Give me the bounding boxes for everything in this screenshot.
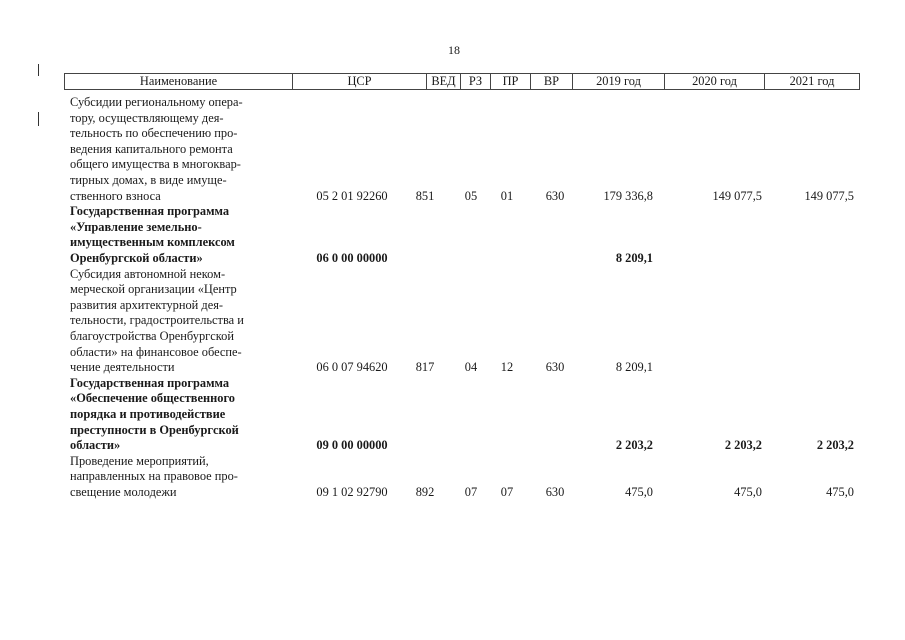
cell-pr: 01: [500, 188, 514, 203]
row-name-line: порядка и противодействие: [70, 406, 226, 421]
row-name-line: мерческой организации «Центр: [70, 282, 237, 297]
cell-csr: 06 0 00 00000: [316, 250, 388, 265]
cell-pr: 12: [500, 360, 514, 375]
header-vr: ВР: [531, 74, 573, 89]
row-name-line: тельность по обеспечению про-: [70, 126, 238, 141]
cell-ved: 817: [415, 360, 435, 375]
cell-rz: 05: [464, 188, 478, 203]
table-row: [70, 267, 860, 376]
row-name-line: благоустройства Оренбургской: [70, 328, 234, 343]
header-csr: ЦСР: [293, 74, 427, 89]
row-name-line: области» на финансовое обеспе-: [70, 344, 242, 359]
row-name: [70, 204, 300, 266]
row-name-line: «Обеспечение общественного: [70, 391, 235, 406]
cell-csr: 09 1 02 92790: [316, 484, 388, 499]
row-name-line: Субсидии региональному опера-: [70, 95, 243, 109]
cell-ved: 851: [415, 188, 435, 203]
cell-pr: 07: [500, 484, 514, 499]
row-name-line: Государственная программа: [70, 204, 230, 219]
table-row: [70, 454, 860, 501]
cell-ved: 892: [415, 484, 435, 499]
cell-y2020: 2 203,2: [724, 438, 762, 453]
header-pr: ПР: [491, 74, 531, 89]
row-name: [70, 95, 300, 204]
row-name-line: преступности в Оренбургской: [70, 422, 239, 437]
row-name-line: ведения капитального ремонта: [70, 141, 233, 156]
cell-vr: 630: [545, 188, 565, 203]
row-name-line: Государственная программа: [70, 375, 230, 390]
cell-csr: 06 0 07 94620: [316, 360, 388, 375]
margin-mark: [38, 112, 39, 126]
row-name: [70, 454, 300, 501]
row-name-line: тирных домах, в виде имуще-: [70, 172, 227, 187]
row-name-line: Оренбургской области»: [70, 250, 203, 265]
cell-vr: 630: [545, 484, 565, 499]
row-name-line: развития архитектурной дея-: [70, 297, 224, 312]
cell-y2019: 8 209,1: [615, 360, 653, 375]
table-row: [70, 204, 860, 266]
header-rz: РЗ: [461, 74, 491, 89]
cell-y2019: 2 203,2: [615, 438, 653, 453]
row-name-line: направленных на правовое про-: [70, 469, 238, 484]
row-name-line: «Управление земельно-: [70, 219, 202, 234]
cell-y2021: 149 077,5: [804, 188, 854, 203]
row-name-line: общего имущества в многоквар-: [70, 157, 241, 172]
row-name-line: свещение молодежи: [70, 484, 177, 499]
table-header: [64, 73, 860, 90]
header-ved: ВЕД: [427, 74, 461, 89]
cell-csr: 09 0 00 00000: [316, 438, 388, 453]
table-row: [70, 95, 860, 204]
cell-y2019: 8 209,1: [615, 250, 653, 265]
row-name-line: Субсидия автономной неком-: [70, 266, 226, 281]
header-2019: 2019 год: [573, 74, 665, 89]
cell-vr: 630: [545, 360, 565, 375]
row-name-line: тору, осуществляющему дея-: [70, 110, 224, 125]
cell-y2021: 2 203,2: [816, 438, 854, 453]
cell-csr: 05 2 01 92260: [316, 188, 388, 203]
row-name-line: тельности, градостроительства и: [70, 313, 244, 328]
header-2021: 2021 год: [789, 74, 835, 88]
row-name: [70, 267, 300, 376]
cell-y2019: 179 336,8: [603, 188, 653, 203]
cell-y2019: 475,0: [625, 484, 653, 499]
header-2020: 2020 год: [665, 74, 765, 89]
cell-rz: 07: [464, 484, 478, 499]
row-name-line: имущественным комплексом: [70, 235, 235, 250]
page-number: 18: [448, 43, 460, 57]
cell-y2020: 149 077,5: [712, 188, 762, 203]
cell-y2021: 475,0: [826, 484, 854, 499]
header-name: Наименование: [65, 74, 293, 89]
row-name-line: ственного взноса: [70, 188, 161, 203]
margin-mark: [38, 64, 39, 76]
row-name-line: области»: [70, 438, 121, 453]
row-name: [70, 376, 300, 454]
cell-rz: 04: [464, 360, 478, 375]
row-name-line: Проведение мероприятий,: [70, 453, 209, 468]
table-row: [70, 376, 860, 454]
cell-y2020: 475,0: [734, 484, 762, 499]
row-name-line: чение деятельности: [70, 360, 175, 375]
